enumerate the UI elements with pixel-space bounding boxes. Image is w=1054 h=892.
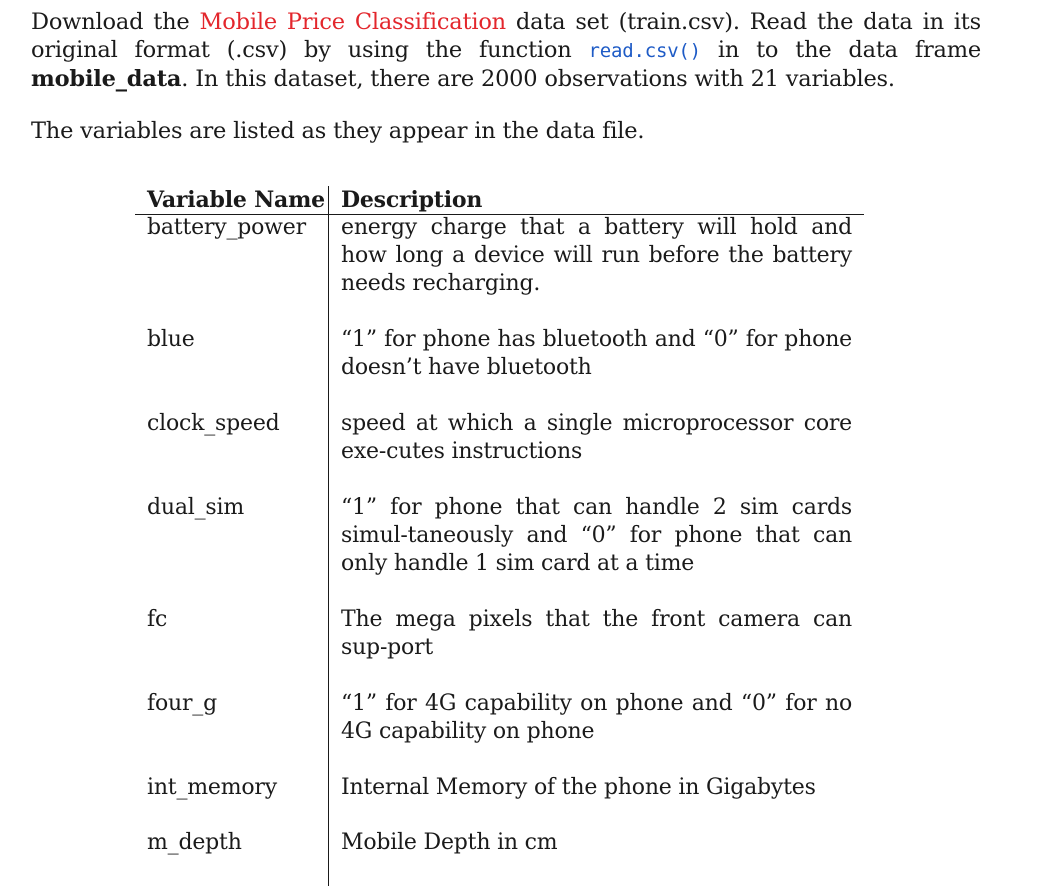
intro-text-b: data set (train.csv). Read the data in its original format (.csv) by using the function <box>31 9 981 63</box>
variable-description: Internal Memory of the phone in Gigabytes <box>341 775 816 800</box>
variable-name: fc <box>147 607 168 632</box>
variables-intro: The variables are listed as they appear in the data file. <box>31 118 645 144</box>
read-csv-code: read.csv() <box>588 40 701 62</box>
variable-description: “1” for phone that can handle 2 sim cards simul-taneously and “0” for phone that can only handle 1 sim card at a time <box>341 495 852 576</box>
column-divider <box>328 186 329 886</box>
intro-text-d: . In this dataset, there are 2000 observations with 21 variables. <box>181 66 895 92</box>
variable-description: “1” for 4G capability on phone and “0” for no 4G capability on phone <box>341 691 852 744</box>
variable-name: four_g <box>147 691 217 716</box>
header-description: Description <box>341 187 483 213</box>
dataset-link[interactable]: Mobile Price Classification <box>199 9 506 35</box>
variable-name: int_memory <box>147 775 277 800</box>
variable-description: “1” for phone has bluetooth and “0” for phone doesn’t have bluetooth <box>341 327 852 380</box>
variable-description: energy charge that a battery will hold and how long a device will run before the battery needs recharging. <box>341 215 852 296</box>
variable-description: speed at which a single microprocessor core exe-cutes instructions <box>341 411 852 464</box>
data-frame-name: mobile_data <box>31 66 182 92</box>
variable-description: The mega pixels that the front camera can sup-port <box>341 607 852 660</box>
header-variable-name: Variable Name <box>147 187 325 213</box>
intro-text-c: in to the data frame <box>700 37 981 63</box>
variable-name: clock_speed <box>147 411 280 436</box>
intro-paragraph <box>31 8 981 93</box>
variable-name: battery_power <box>147 215 306 240</box>
variable-name: blue <box>147 327 195 352</box>
variable-name: m_depth <box>147 830 242 855</box>
variables-table <box>135 186 864 892</box>
variable-name: dual_sim <box>147 495 244 520</box>
intro-text-a: Download the <box>31 9 200 35</box>
variable-description: Mobile Depth in cm <box>341 830 558 855</box>
